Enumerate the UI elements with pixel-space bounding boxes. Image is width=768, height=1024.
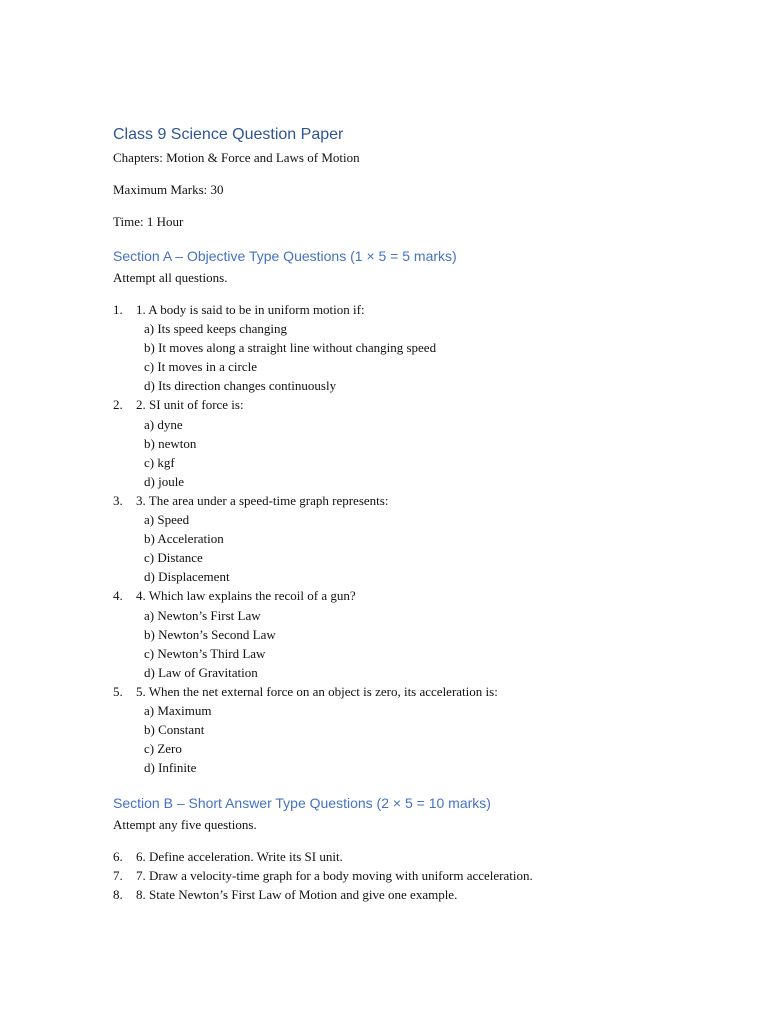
question-text: 4. Which law explains the recoil of a gun?	[136, 588, 356, 604]
question-text: 2. SI unit of force is:	[136, 397, 244, 413]
question-number: 1.	[113, 302, 123, 317]
answer-option: c) It moves in a circle	[144, 359, 257, 375]
question-text: 3. The area under a speed-time graph represents:	[136, 492, 389, 508]
answer-option: d) Infinite	[144, 760, 197, 776]
question-number: 3.	[113, 492, 123, 508]
answer-option: b) It moves along a straight line without changing speed	[144, 340, 437, 356]
question-number: 4.	[113, 588, 123, 604]
answer-option: a) Maximum	[144, 702, 212, 718]
answer-option: d) joule	[144, 473, 185, 489]
question-text: 7. Draw a velocity-time graph for a body moving with uniform acceleration.	[136, 868, 533, 884]
answer-option: a) dyne	[144, 416, 183, 432]
answer-option: b) newton	[144, 435, 197, 451]
section-a-question-list	[113, 300, 713, 777]
question-number: 8.	[113, 887, 123, 903]
question-item	[113, 300, 713, 319]
document-title: Class 9 Science Question Paper	[113, 126, 344, 143]
section-a-instruction: Attempt all questions.	[113, 270, 228, 285]
question-item	[113, 586, 713, 605]
answer-option: c) kgf	[144, 454, 175, 470]
question-item	[113, 866, 713, 885]
answer-option: b) Newton’s Second Law	[144, 626, 276, 642]
question-number: 7.	[113, 868, 123, 884]
question-text: 8. State Newton’s First Law of Motion and give one example.	[136, 887, 458, 903]
question-text: 1. A body is said to be in uniform motion if:	[136, 302, 365, 317]
answer-option: a) Newton’s First Law	[144, 607, 261, 623]
time-line: Time: 1 Hour	[113, 214, 184, 229]
question-item	[113, 847, 713, 866]
answer-option: c) Zero	[144, 741, 182, 757]
answer-option: c) Newton’s Third Law	[144, 645, 266, 661]
question-item	[113, 395, 713, 414]
question-number: 5.	[113, 683, 123, 699]
section-b-instruction: Attempt any five questions.	[113, 817, 257, 832]
answer-option: d) Displacement	[144, 569, 230, 585]
answer-option: d) Its direction changes continuously	[144, 378, 337, 394]
question-number: 6.	[113, 849, 123, 864]
answer-option: b) Acceleration	[144, 531, 224, 547]
answer-option: c) Distance	[144, 550, 203, 566]
question-text: 5. When the net external force on an object is zero, its acceleration is:	[136, 683, 498, 699]
answer-option: a) Speed	[144, 512, 190, 528]
question-text: 6. Define acceleration. Write its SI unit.	[136, 849, 343, 864]
answer-option: a) Its speed keeps changing	[144, 321, 287, 337]
section-b-heading: Section B – Short Answer Type Questions (2 × 5 = 10 marks)	[113, 795, 491, 811]
answer-option: b) Constant	[144, 722, 205, 738]
question-item	[113, 491, 713, 510]
answer-option: d) Law of Gravitation	[144, 664, 258, 680]
section-b-question-list	[113, 847, 713, 904]
question-item	[113, 885, 713, 904]
question-number: 2.	[113, 397, 123, 413]
max-marks-line: Maximum Marks: 30	[113, 182, 224, 197]
chapters-line: Chapters: Motion & Force and Laws of Motion	[113, 150, 360, 165]
section-a-heading: Section A – Objective Type Questions (1 × 5 = 5 marks)	[113, 248, 457, 264]
question-item	[113, 682, 713, 701]
